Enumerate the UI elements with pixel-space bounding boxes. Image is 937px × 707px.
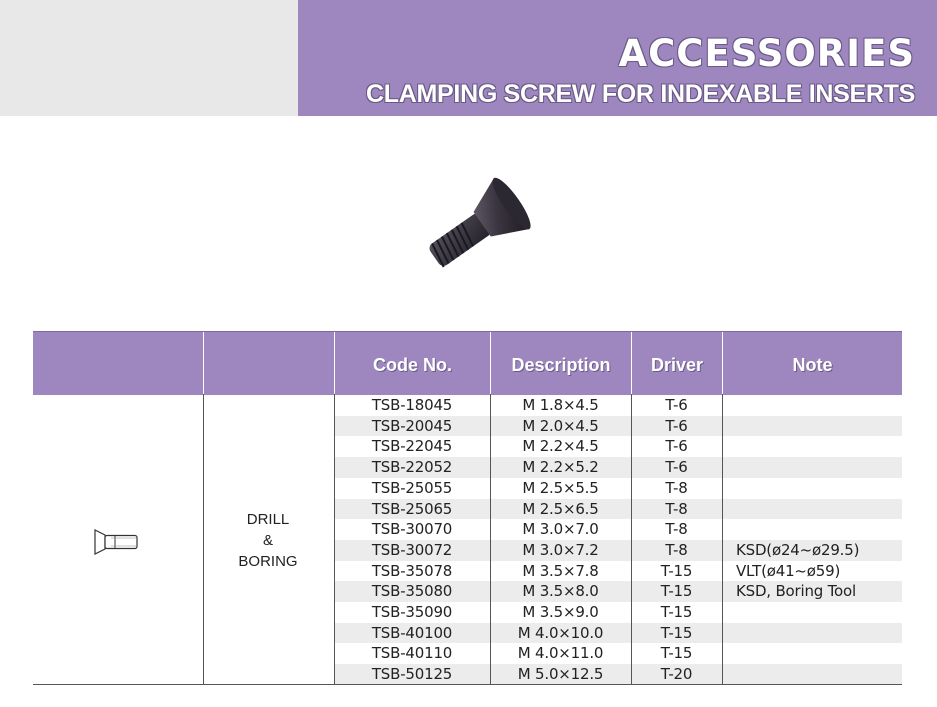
screw-icon <box>91 527 143 557</box>
table-row <box>334 561 902 582</box>
header-code-no: Code No. <box>334 332 490 395</box>
description-cell: M 1.8×4.5 <box>522 396 599 414</box>
page-subtitle: CLAMPING SCREW FOR INDEXABLE INSERTS <box>366 80 915 108</box>
driver-cell: T-8 <box>665 499 688 518</box>
table-row <box>334 519 902 540</box>
description-cell: M 3.5×8.0 <box>522 582 599 601</box>
driver-cell: T-8 <box>665 478 688 497</box>
table-row <box>334 499 902 520</box>
note-cell <box>722 623 902 644</box>
description-cell: M 5.0×12.5 <box>517 665 604 684</box>
driver-cell: T-15 <box>660 644 693 663</box>
clamping-screw-photo <box>415 176 535 280</box>
description-cell: M 2.0×4.5 <box>522 416 599 435</box>
driver-cell: T-6 <box>665 396 688 414</box>
table-header <box>33 331 902 395</box>
code-cell: TSB-25055 <box>371 478 453 497</box>
header-left-panel <box>0 0 298 116</box>
code-cell: TSB-50125 <box>371 665 453 684</box>
code-cell: TSB-30070 <box>371 520 453 539</box>
group-label-line1: DRILL <box>246 511 290 528</box>
note-cell <box>722 519 902 540</box>
group-label-line2: & <box>262 532 273 549</box>
note-cell <box>722 457 902 478</box>
description-cell: M 4.0×10.0 <box>517 623 604 642</box>
col-divider <box>631 394 632 684</box>
driver-cell: T-15 <box>660 561 693 580</box>
code-cell: TSB-35080 <box>371 582 453 601</box>
code-cell: TSB-20045 <box>371 416 453 435</box>
code-cell: TSB-18045 <box>371 396 453 414</box>
table-row <box>334 436 902 457</box>
driver-cell: T-6 <box>665 416 688 435</box>
table-row <box>334 395 902 416</box>
header-description: Description <box>490 332 631 395</box>
driver-cell: T-15 <box>660 582 693 601</box>
header-cell-group <box>203 332 334 395</box>
table-bottom-border <box>33 684 902 685</box>
driver-cell: T-8 <box>665 520 688 539</box>
driver-cell: T-15 <box>660 603 693 621</box>
table-row <box>334 643 902 664</box>
note-cell <box>722 602 902 623</box>
description-cell: M 3.0×7.2 <box>522 540 599 559</box>
code-cell: TSB-35078 <box>371 561 453 580</box>
code-cell: TSB-35090 <box>371 603 453 621</box>
col-divider <box>722 394 723 684</box>
note-cell <box>722 499 902 520</box>
description-cell: M 4.0×11.0 <box>517 644 604 663</box>
note-cell <box>722 664 902 685</box>
code-cell: TSB-40100 <box>371 623 453 642</box>
description-cell: M 2.5×6.5 <box>522 499 599 518</box>
table-row <box>334 540 902 561</box>
description-cell: M 3.5×9.0 <box>522 603 599 621</box>
header-band <box>298 0 937 116</box>
driver-cell: T-20 <box>660 665 693 684</box>
driver-cell: T-6 <box>665 437 688 456</box>
code-cell: TSB-40110 <box>371 644 453 663</box>
note-cell <box>722 416 902 437</box>
description-cell: M 3.0×7.0 <box>522 520 599 539</box>
code-cell: TSB-25065 <box>371 499 453 518</box>
table-row <box>334 416 902 437</box>
header-cell-icon <box>33 332 203 395</box>
description-cell: M 2.2×4.5 <box>522 437 599 456</box>
table-row <box>334 602 902 623</box>
code-cell: TSB-22045 <box>371 437 453 456</box>
table-row <box>334 664 902 685</box>
page-title: ACCESSORIES <box>618 32 915 75</box>
table-row <box>334 623 902 644</box>
header-driver: Driver <box>631 332 722 395</box>
note-cell <box>722 478 902 499</box>
description-cell: M 2.2×5.2 <box>522 458 599 477</box>
note-cell: VLT(ø41~ø59) <box>736 561 841 580</box>
note-cell <box>722 643 902 664</box>
note-cell: KSD(ø24~ø29.5) <box>736 540 860 559</box>
driver-cell: T-8 <box>665 540 688 559</box>
table-row <box>334 478 902 499</box>
driver-cell: T-6 <box>665 458 688 477</box>
group-label-line3: BORING <box>238 553 298 570</box>
description-cell: M 2.5×5.5 <box>522 478 599 497</box>
table-row <box>334 581 902 602</box>
code-cell: TSB-22052 <box>371 458 453 477</box>
description-cell: M 3.5×7.8 <box>522 561 599 580</box>
note-cell <box>722 395 902 416</box>
code-cell: TSB-30072 <box>371 540 453 559</box>
note-cell: KSD, Boring Tool <box>736 582 856 601</box>
group-label <box>203 509 333 572</box>
col-divider <box>490 394 491 684</box>
table-row <box>334 457 902 478</box>
note-cell <box>722 436 902 457</box>
driver-cell: T-15 <box>660 623 693 642</box>
col-divider <box>334 394 335 684</box>
header-note: Note <box>722 332 902 395</box>
